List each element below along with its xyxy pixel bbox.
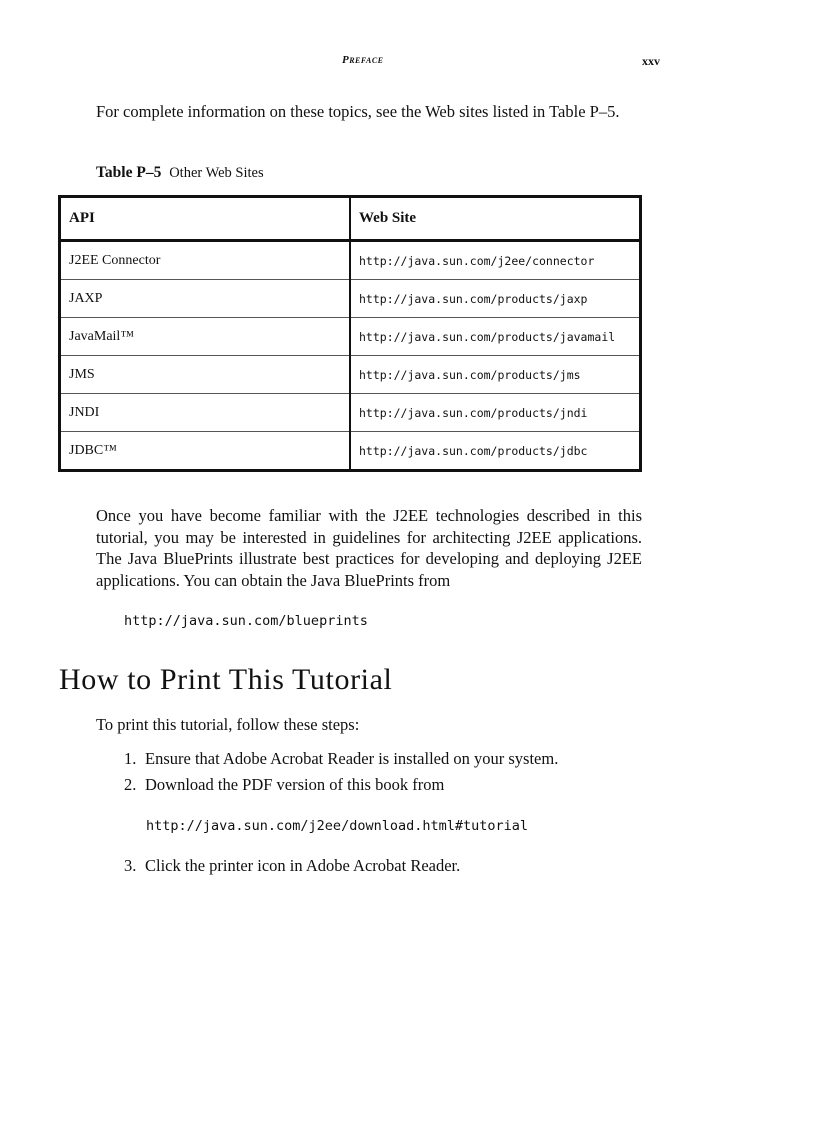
running-head: Preface <box>342 54 384 66</box>
download-url: http://java.sun.com/j2ee/download.html#tutorial <box>146 818 529 834</box>
table-row <box>60 356 641 394</box>
table-row <box>60 394 641 432</box>
table-row <box>60 318 641 356</box>
api-cell: J2EE Connector <box>60 241 351 280</box>
url-cell: http://java.sun.com/j2ee/connector <box>350 241 641 280</box>
blueprints-url: http://java.sun.com/blueprints <box>124 613 368 629</box>
intro-paragraph: For complete information on these topics, see the Web sites listed in Table P–5. <box>96 102 620 121</box>
print-steps-intro: To print this tutorial, follow these steps: <box>96 715 360 734</box>
step-item <box>124 749 558 769</box>
step-item <box>124 775 444 795</box>
url-cell: http://java.sun.com/products/jdbc <box>359 443 588 458</box>
step-text: Ensure that Adobe Acrobat Reader is installed on your system. <box>145 749 559 768</box>
table-caption-number: Table P–5 <box>96 164 162 181</box>
api-cell: JNDI <box>60 394 351 432</box>
page-number: xxv <box>642 54 660 68</box>
url-cell: http://java.sun.com/products/jaxp <box>350 280 641 318</box>
api-cell: JavaMail™ <box>60 318 351 356</box>
step-number: 2. <box>124 775 137 794</box>
api-cell: JDBC™ <box>60 432 351 471</box>
table-caption <box>96 164 264 182</box>
url-cell: http://java.sun.com/products/jms <box>350 356 641 394</box>
section-heading: How to Print This Tutorial <box>59 663 393 696</box>
url-cell: http://java.sun.com/products/javamail <box>350 318 641 356</box>
table-row <box>60 280 641 318</box>
blueprints-paragraph: Once you have become familiar with the J2EE technologies described in this tutorial, you may be interested in guidelines for architecting J2EE applications. The Java BluePrints illustrate best practices for developing and deploying J2EE applications. You can obtain the Java BluePrints from <box>96 506 642 590</box>
table-row <box>60 241 641 280</box>
url-cell: http://java.sun.com/products/jndi <box>350 394 641 432</box>
web-sites-table <box>58 195 642 472</box>
column-header-web-site: Web Site <box>350 197 641 241</box>
table-row <box>60 432 641 471</box>
column-header-api: API <box>60 197 351 241</box>
step-number: 3. <box>124 856 137 875</box>
table-header-row <box>60 197 641 241</box>
step-number: 1. <box>124 749 137 768</box>
api-cell: JMS <box>60 356 351 394</box>
step-text: Download the PDF version of this book from <box>145 775 445 794</box>
api-cell: JAXP <box>60 280 351 318</box>
step-text: Click the printer icon in Adobe Acrobat Reader. <box>145 856 461 875</box>
table-caption-title: Other Web Sites <box>169 165 264 181</box>
step-item <box>124 856 460 876</box>
